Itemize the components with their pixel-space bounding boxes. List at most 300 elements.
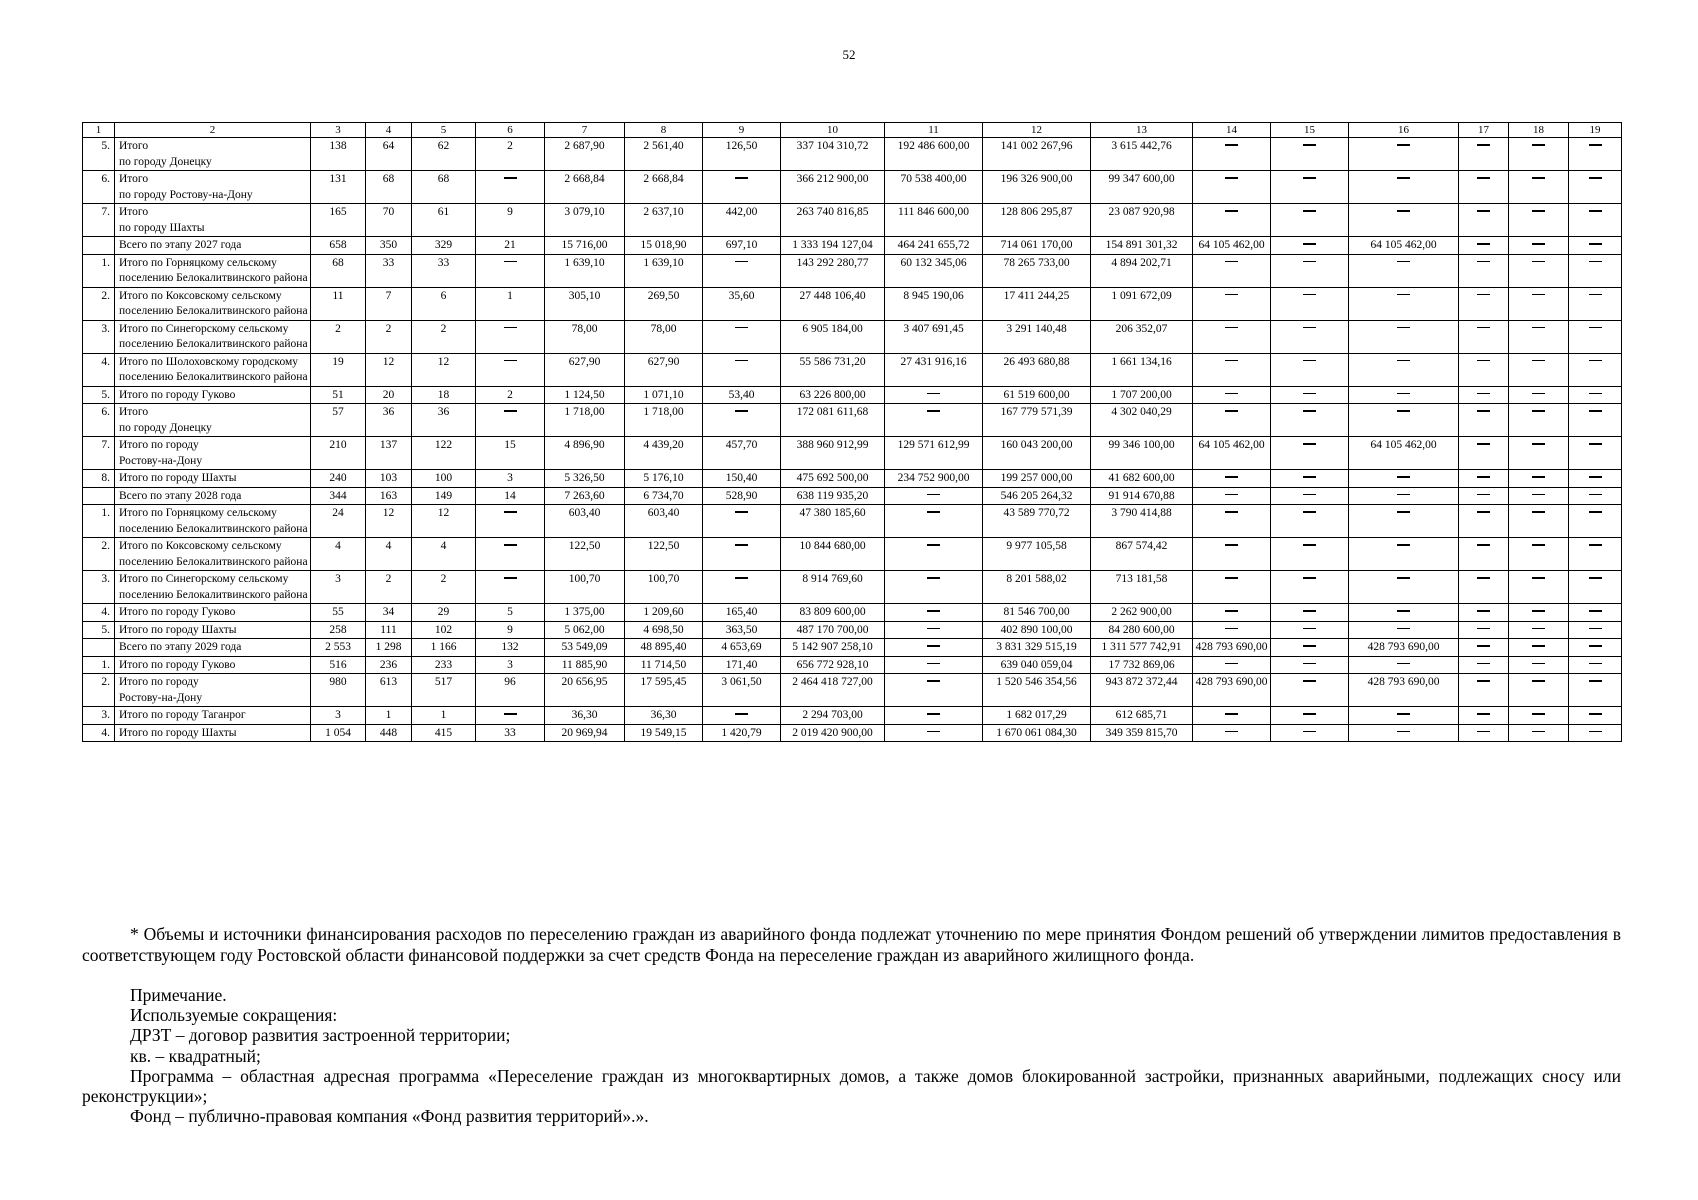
table-cell: 12: [366, 353, 412, 386]
table-cell: [1569, 138, 1622, 171]
table-cell: 33: [366, 254, 412, 287]
table-cell: 1 718,00: [625, 404, 703, 437]
dash-mark: [1397, 327, 1410, 329]
table-cell: [1459, 204, 1509, 237]
table-cell: 81 546 700,00: [983, 604, 1091, 622]
table-cell: 2: [311, 320, 366, 353]
table-cell: [1569, 470, 1622, 488]
table-cell: 47 380 185,60: [781, 505, 885, 538]
table-cell: [1569, 171, 1622, 204]
dash-mark: [1477, 393, 1490, 395]
dash-mark: [1303, 360, 1316, 362]
dash-mark: [504, 410, 517, 412]
table-cell: 638 119 935,20: [781, 487, 885, 505]
table-header-cell: 19: [1569, 123, 1622, 138]
table-cell: [1271, 707, 1349, 725]
table-cell: 240: [311, 470, 366, 488]
dash-mark: [927, 544, 940, 546]
table-header-cell: 18: [1509, 123, 1569, 138]
note-kv: кв. – квадратный;: [130, 1045, 261, 1066]
table-cell: 122,50: [625, 538, 703, 571]
table-cell: 2: [476, 386, 545, 404]
dash-mark: [1532, 544, 1545, 546]
table-cell: 3 790 414,88: [1091, 505, 1193, 538]
dash-mark: [1397, 144, 1410, 146]
table-cell: [1509, 138, 1569, 171]
table-cell: 99 347 600,00: [1091, 171, 1193, 204]
table-cell: [885, 724, 983, 742]
table-cell: 2 262 900,00: [1091, 604, 1193, 622]
table-cell: 36,30: [545, 707, 625, 725]
table-cell: 51: [311, 386, 366, 404]
dash-mark: [504, 360, 517, 362]
table-cell: [1509, 571, 1569, 604]
dash-mark: [1532, 410, 1545, 412]
table-cell: [1349, 138, 1459, 171]
dash-mark: [504, 177, 517, 179]
table-cell: [1569, 674, 1622, 707]
dash-mark: [927, 680, 940, 682]
table-cell: 33: [476, 724, 545, 742]
table-cell: [1569, 204, 1622, 237]
table-cell: [1569, 254, 1622, 287]
table-cell: Итого по Горняцкому сельскому поселению Белокалитвинского района: [115, 254, 311, 287]
table-cell: [476, 505, 545, 538]
table-cell: [476, 254, 545, 287]
table-cell: 517: [412, 674, 476, 707]
table-header-cell: 11: [885, 123, 983, 138]
dash-mark: [1532, 494, 1545, 496]
table-cell: 129 571 612,99: [885, 437, 983, 470]
table-cell: 344: [311, 487, 366, 505]
table-cell: 258: [311, 621, 366, 639]
table-cell: 3 291 140,48: [983, 320, 1091, 353]
table-cell: [1509, 674, 1569, 707]
table-cell: 3: [476, 656, 545, 674]
table-cell: [703, 707, 781, 725]
dash-mark: [1477, 294, 1490, 296]
table-cell: 18: [412, 386, 476, 404]
dash-mark: [1397, 731, 1410, 733]
table-cell: [1569, 505, 1622, 538]
table-cell: [1509, 538, 1569, 571]
table-row: [83, 487, 1622, 505]
note-abbreviations-heading: Используемые сокращения:: [130, 1005, 338, 1026]
dash-mark: [1589, 261, 1602, 263]
table-cell: [703, 320, 781, 353]
table-cell: 1: [476, 287, 545, 320]
table-cell: [1271, 639, 1349, 657]
dash-mark: [1589, 144, 1602, 146]
table-cell: 546 205 264,32: [983, 487, 1091, 505]
table-cell: Всего по этапу 2027 года: [115, 237, 311, 255]
table-cell: 305,10: [545, 287, 625, 320]
table-cell: 2: [412, 571, 476, 604]
table-cell: 27 431 916,16: [885, 353, 983, 386]
table-cell: 3: [311, 571, 366, 604]
table-cell: 658: [311, 237, 366, 255]
table-cell: [1193, 621, 1271, 639]
financing-table: [82, 122, 1622, 742]
table-header-cell: 16: [1349, 123, 1459, 138]
table-cell: [1349, 353, 1459, 386]
dash-mark: [1397, 713, 1410, 715]
table-cell: [1271, 604, 1349, 622]
dash-mark: [1477, 144, 1490, 146]
dash-mark: [1589, 628, 1602, 630]
dash-mark: [1477, 680, 1490, 682]
table-cell: 6 905 184,00: [781, 320, 885, 353]
table-cell: 867 574,42: [1091, 538, 1193, 571]
dash-mark: [1589, 327, 1602, 329]
dash-mark: [1397, 577, 1410, 579]
table-header-cell: 8: [625, 123, 703, 138]
dash-mark: [1303, 476, 1316, 478]
table-cell: 5.: [83, 386, 115, 404]
table-cell: Итого по Синегорскому сельскому поселению Белокалитвинского района: [115, 320, 311, 353]
dash-mark: [1532, 680, 1545, 682]
table-row: [83, 639, 1622, 657]
dash-mark: [1477, 360, 1490, 362]
table-cell: 656 772 928,10: [781, 656, 885, 674]
dash-mark: [1303, 511, 1316, 513]
dash-mark: [1225, 731, 1238, 733]
table-cell: [1459, 656, 1509, 674]
table-cell: 9 977 105,58: [983, 538, 1091, 571]
dash-mark: [1303, 261, 1316, 263]
dash-mark: [504, 544, 517, 546]
table-cell: [1271, 674, 1349, 707]
table-cell: 57: [311, 404, 366, 437]
table-cell: 6: [412, 287, 476, 320]
table-cell: 163: [366, 487, 412, 505]
table-cell: 61: [412, 204, 476, 237]
table-cell: 4.: [83, 604, 115, 622]
table-cell: 388 960 912,99: [781, 437, 885, 470]
dash-mark: [1303, 628, 1316, 630]
table-cell: 141 002 267,96: [983, 138, 1091, 171]
table-cell: [1349, 254, 1459, 287]
table-cell: [476, 353, 545, 386]
table-cell: 627,90: [625, 353, 703, 386]
table-cell: [1271, 571, 1349, 604]
table-cell: 91 914 670,88: [1091, 487, 1193, 505]
table-cell: [1459, 571, 1509, 604]
table-cell: 34: [366, 604, 412, 622]
table-cell: 55: [311, 604, 366, 622]
table-cell: 12: [412, 505, 476, 538]
table-cell: [1509, 353, 1569, 386]
table-cell: [1349, 656, 1459, 674]
table-cell: Итого по Коксовскому сельскому поселению Белокалитвинского района: [115, 287, 311, 320]
table-cell: 3.: [83, 707, 115, 725]
table-cell: 7.: [83, 437, 115, 470]
table-cell: Всего по этапу 2029 года: [115, 639, 311, 657]
dash-mark: [1225, 410, 1238, 412]
table-cell: 63 226 800,00: [781, 386, 885, 404]
table-cell: 349 359 815,70: [1091, 724, 1193, 742]
table-cell: 1.: [83, 254, 115, 287]
table-cell: [1459, 487, 1509, 505]
table-cell: 35,60: [703, 287, 781, 320]
table-cell: Итого по городу Шахты: [115, 724, 311, 742]
table-cell: [1569, 404, 1622, 437]
table-cell: 29: [412, 604, 476, 622]
table-cell: Итого по городу Ростову-на-Дону: [115, 171, 311, 204]
table-cell: 126,50: [703, 138, 781, 171]
table-cell: [1459, 171, 1509, 204]
table-cell: 68: [366, 171, 412, 204]
dash-mark: [927, 494, 940, 496]
table-cell: 4 894 202,71: [1091, 254, 1193, 287]
dash-mark: [1477, 494, 1490, 496]
dash-mark: [1225, 327, 1238, 329]
table-cell: 78 265 733,00: [983, 254, 1091, 287]
table-cell: Итого по Синегорскому сельскому поселению Белокалитвинского района: [115, 571, 311, 604]
table-row: [83, 353, 1622, 386]
table-cell: Итого по городу Шахты: [115, 621, 311, 639]
dash-mark: [1589, 731, 1602, 733]
dash-mark: [1477, 610, 1490, 612]
table-cell: Итого по городу Донецку: [115, 138, 311, 171]
dash-mark: [1477, 544, 1490, 546]
table-header-row: [83, 123, 1622, 138]
table-cell: 1 124,50: [545, 386, 625, 404]
table-cell: 61 519 600,00: [983, 386, 1091, 404]
table-header-cell: 5: [412, 123, 476, 138]
table-cell: 132: [476, 639, 545, 657]
table-row: [83, 656, 1622, 674]
dash-mark: [1477, 261, 1490, 263]
table-cell: [1509, 470, 1569, 488]
dash-mark: [1532, 645, 1545, 647]
table-cell: 100: [412, 470, 476, 488]
dash-mark: [927, 663, 940, 665]
table-cell: 68: [412, 171, 476, 204]
table-row: [83, 505, 1622, 538]
dash-mark: [1532, 511, 1545, 513]
table-cell: 1 639,10: [545, 254, 625, 287]
table-cell: 150,40: [703, 470, 781, 488]
table-row: [83, 404, 1622, 437]
table-cell: Итого по городу Шахты: [115, 470, 311, 488]
table-cell: 64 105 462,00: [1349, 237, 1459, 255]
table-cell: 233: [412, 656, 476, 674]
table-cell: 21: [476, 237, 545, 255]
table-cell: [1349, 320, 1459, 353]
table-cell: 8 914 769,60: [781, 571, 885, 604]
table-cell: 2: [476, 138, 545, 171]
dash-mark: [1303, 731, 1316, 733]
table-cell: 64 105 462,00: [1193, 437, 1271, 470]
table-header-cell: 6: [476, 123, 545, 138]
table-cell: 6.: [83, 404, 115, 437]
table-cell: 337 104 310,72: [781, 138, 885, 171]
dash-mark: [735, 327, 748, 329]
table-cell: [1193, 604, 1271, 622]
table-cell: 100,70: [545, 571, 625, 604]
dash-mark: [1589, 494, 1602, 496]
table-cell: [885, 538, 983, 571]
table-cell: [1569, 707, 1622, 725]
table-cell: [1569, 437, 1622, 470]
table-cell: [1193, 204, 1271, 237]
table-cell: [703, 171, 781, 204]
dash-mark: [1225, 476, 1238, 478]
table-cell: 1: [366, 707, 412, 725]
table-cell: 415: [412, 724, 476, 742]
table-cell: 8.: [83, 470, 115, 488]
dash-mark: [1589, 577, 1602, 579]
table-cell: [1509, 287, 1569, 320]
dash-mark: [1589, 294, 1602, 296]
table-cell: 234 752 900,00: [885, 470, 983, 488]
table-cell: 4 896,90: [545, 437, 625, 470]
table-cell: 4.: [83, 724, 115, 742]
table-row: [83, 254, 1622, 287]
table-cell: [1459, 353, 1509, 386]
dash-mark: [1303, 494, 1316, 496]
dash-mark: [1532, 360, 1545, 362]
dash-mark: [1225, 210, 1238, 212]
table-cell: [1193, 707, 1271, 725]
table-cell: [476, 404, 545, 437]
table-cell: 428 793 690,00: [1193, 639, 1271, 657]
dash-mark: [1303, 610, 1316, 612]
table-cell: 137: [366, 437, 412, 470]
table-cell: 402 890 100,00: [983, 621, 1091, 639]
table-cell: 128 806 295,87: [983, 204, 1091, 237]
page-number: 52: [842, 47, 856, 62]
note-drzt: ДРЗТ – договор развития застроенной территории;: [130, 1025, 511, 1046]
table-cell: [1193, 138, 1271, 171]
dash-mark: [1532, 261, 1545, 263]
dash-mark: [1532, 731, 1545, 733]
table-cell: [885, 604, 983, 622]
table-cell: [1271, 254, 1349, 287]
table-cell: 12: [412, 353, 476, 386]
table-cell: [1569, 639, 1622, 657]
table-cell: 442,00: [703, 204, 781, 237]
table-cell: 613: [366, 674, 412, 707]
dash-mark: [1303, 544, 1316, 546]
dash-mark: [1303, 177, 1316, 179]
table-cell: [1569, 353, 1622, 386]
table-cell: [1349, 538, 1459, 571]
dash-mark: [735, 713, 748, 715]
table-cell: [1509, 621, 1569, 639]
footnote: * Объемы и источники финансирования расходов по переселению граждан из аварийного фонда подлежат уточнению по мере принятия Фондом решений об утверждении лимитов предоставления в соответствующем году Ростовской области финансовой поддержки за счет средств Фонда на переселение граждан из аварийного жилищного фонда.: [82, 924, 1621, 965]
dash-mark: [1589, 476, 1602, 478]
table-header-cell: 7: [545, 123, 625, 138]
table-cell: Всего по этапу 2028 года: [115, 487, 311, 505]
dash-mark: [1477, 628, 1490, 630]
table-cell: 143 292 280,77: [781, 254, 885, 287]
table-cell: Итого по городу Гуково: [115, 656, 311, 674]
table-cell: 3: [476, 470, 545, 488]
dash-mark: [504, 577, 517, 579]
table-cell: 3.: [83, 320, 115, 353]
table-cell: [1569, 287, 1622, 320]
dash-mark: [1589, 393, 1602, 395]
table-cell: 528,90: [703, 487, 781, 505]
table-cell: [885, 674, 983, 707]
table-cell: [1509, 237, 1569, 255]
table-cell: 639 040 059,04: [983, 656, 1091, 674]
table-cell: 4.: [83, 353, 115, 386]
table-cell: [1509, 707, 1569, 725]
table-cell: 165,40: [703, 604, 781, 622]
dash-mark: [1397, 210, 1410, 212]
table-cell: [1193, 656, 1271, 674]
table-row: [83, 386, 1622, 404]
notes: [82, 985, 1621, 1126]
table-header-cell: 12: [983, 123, 1091, 138]
table-cell: 70 538 400,00: [885, 171, 983, 204]
dash-mark: [1397, 360, 1410, 362]
table-cell: 4 653,69: [703, 639, 781, 657]
table-cell: 199 257 000,00: [983, 470, 1091, 488]
table-cell: [703, 538, 781, 571]
table-cell: 24: [311, 505, 366, 538]
table-cell: 14: [476, 487, 545, 505]
table-header-cell: 17: [1459, 123, 1509, 138]
table-cell: [1271, 237, 1349, 255]
dash-mark: [1303, 294, 1316, 296]
table-cell: [1271, 724, 1349, 742]
table-cell: 5.: [83, 621, 115, 639]
table-cell: 713 181,58: [1091, 571, 1193, 604]
table-cell: 3.: [83, 571, 115, 604]
dash-mark: [1532, 393, 1545, 395]
table-cell: 1 639,10: [625, 254, 703, 287]
table-cell: 428 793 690,00: [1349, 674, 1459, 707]
table-cell: 160 043 200,00: [983, 437, 1091, 470]
table-cell: 3 831 329 515,19: [983, 639, 1091, 657]
table-cell: 1 670 061 084,30: [983, 724, 1091, 742]
table-cell: 2 019 420 900,00: [781, 724, 885, 742]
table-cell: 20: [366, 386, 412, 404]
table-cell: [1459, 724, 1509, 742]
table-cell: 165: [311, 204, 366, 237]
table-cell: 2 668,84: [625, 171, 703, 204]
table-cell: 3 079,10: [545, 204, 625, 237]
table-cell: [1459, 470, 1509, 488]
dash-mark: [1589, 645, 1602, 647]
dash-mark: [1397, 663, 1410, 665]
table-cell: 55 586 731,20: [781, 353, 885, 386]
table-cell: 448: [366, 724, 412, 742]
table-cell: [1271, 320, 1349, 353]
table-cell: [1459, 674, 1509, 707]
table-cell: 53 549,09: [545, 639, 625, 657]
table-cell: 269,50: [625, 287, 703, 320]
table-cell: 111: [366, 621, 412, 639]
dash-mark: [927, 577, 940, 579]
dash-mark: [1225, 177, 1238, 179]
table-cell: 1 520 546 354,56: [983, 674, 1091, 707]
table-cell: 100,70: [625, 571, 703, 604]
dash-mark: [1397, 294, 1410, 296]
table-cell: [1459, 254, 1509, 287]
table-cell: [1271, 138, 1349, 171]
dash-mark: [1477, 410, 1490, 412]
table-cell: Итого по городу Гуково: [115, 604, 311, 622]
table-row: [83, 571, 1622, 604]
table-cell: [1349, 404, 1459, 437]
table-cell: [1271, 437, 1349, 470]
table-cell: [1509, 320, 1569, 353]
